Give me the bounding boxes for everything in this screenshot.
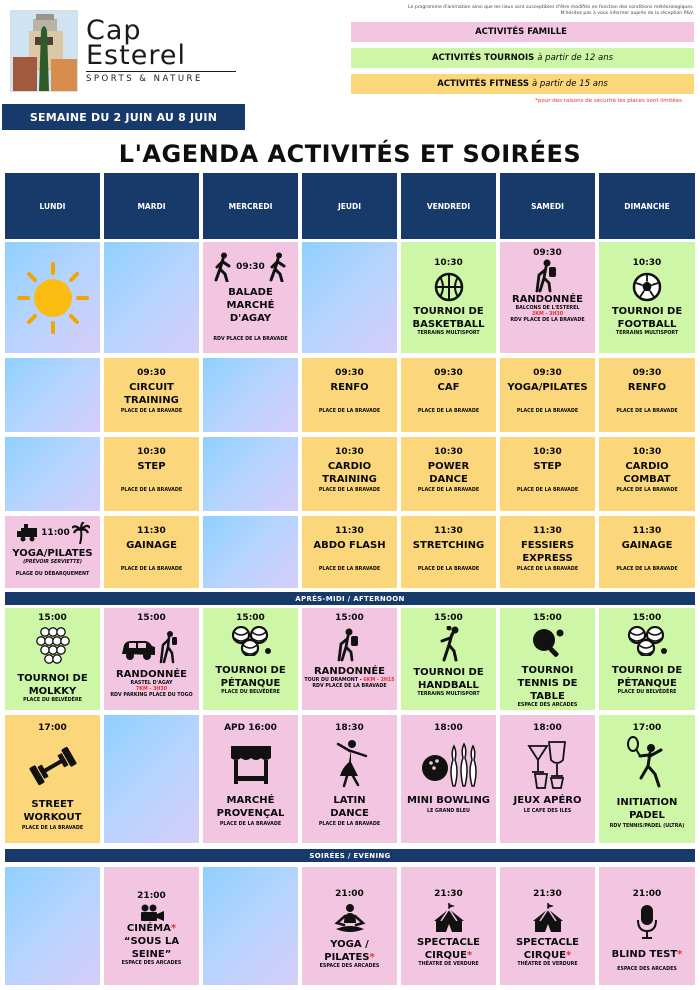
cell-vendredi-morning-3 <box>401 437 496 511</box>
activity-name: FESSIERS EXPRESS <box>520 540 575 564</box>
activity-place: ESPACE DES ARCADES <box>121 961 182 966</box>
activity-name: TOURNOI DE MOLKKY <box>17 673 88 697</box>
activity-name: RANDONNÉE <box>115 669 187 680</box>
activity-time: 15:00 <box>38 613 67 623</box>
activity-time: 11:30 <box>335 526 364 536</box>
cell-lundi-morning-3 <box>5 437 100 511</box>
padel-player-icon <box>625 736 669 788</box>
activity-time: 09:30 <box>434 368 463 378</box>
brand-tagline: SPORTS & NATURE <box>86 74 203 84</box>
day-header-vendredi: VENDREDI <box>401 173 496 239</box>
activity-name: RENFO <box>330 382 369 393</box>
activity-name: LATIN DANCE <box>330 795 369 819</box>
microphone-icon <box>636 904 658 940</box>
activity-subtitle: RASTEL D'AGAY <box>130 681 173 686</box>
cell-jeudi-morning-4 <box>302 516 397 588</box>
dumbbell-icon <box>28 746 78 786</box>
activity-name-text: BLIND TEST <box>611 949 678 960</box>
activity-time: 18:00 <box>533 723 562 733</box>
activity-place: PLACE DE LA BRAVADE <box>120 409 183 414</box>
activity-time: 10:30 <box>632 258 662 268</box>
activity-time: 10:30 <box>434 258 463 268</box>
cell-dimanche-evening <box>599 867 695 985</box>
activity-name: MINI BOWLING <box>406 795 491 806</box>
activity-name: RENFO <box>627 382 667 393</box>
activity-time: 15:00 <box>137 613 166 623</box>
movie-camera-icon <box>139 904 165 922</box>
activity-time: 10:30 <box>335 447 364 457</box>
activity-name: TOURNOI DE BASKETBALL <box>412 306 485 330</box>
petanque-icon <box>625 626 669 656</box>
activity-place: LE CAFE DES ILES <box>523 809 572 814</box>
afternoon-band: APRÈS-MIDI / AFTERNOON <box>5 592 695 605</box>
cell-lundi-evening <box>5 867 100 985</box>
activity-subtitle-text: TOUR DU DRAMONT - <box>304 678 362 683</box>
legend-famille <box>351 22 694 42</box>
cell-mercredi-evening <box>203 867 298 985</box>
activity-name <box>612 948 683 961</box>
cell-mardi-afternoon-2 <box>104 715 199 843</box>
activity-name: CARDIO TRAINING <box>322 461 377 485</box>
activity-distance: 3KM - 3H30 <box>531 312 564 317</box>
cell-mardi-morning-4 <box>104 516 199 588</box>
cell-jeudi-afternoon-1 <box>302 608 397 710</box>
activity-place: RDV PLACE DE LA BRAVADE <box>213 337 288 342</box>
activity-place: PLACE DE LA BRAVADE <box>616 409 678 414</box>
brand-line-1: Cap <box>86 15 142 46</box>
activity-name: RANDONNÉE <box>511 294 583 305</box>
activity-name: CARDIO COMBAT <box>623 461 671 485</box>
activity-time: 09:30 <box>533 248 562 258</box>
legend-tournois <box>351 48 694 68</box>
day-header-mardi: MARDI <box>104 173 199 239</box>
logo-image <box>10 10 78 92</box>
activity-name: STREET WORKOUT <box>23 799 82 823</box>
activity-time: 10:30 <box>434 447 463 457</box>
legend-fitness-age: à partir de 15 ans <box>531 79 608 89</box>
hiker-icon <box>533 259 563 293</box>
walking-person-icon <box>214 252 232 282</box>
activity-time: 21:00 <box>137 891 166 901</box>
train-icon <box>15 524 39 542</box>
cell-samedi-afternoon-2 <box>500 715 595 843</box>
cell-mardi-morning-3 <box>104 437 199 511</box>
disclaimer-line-1: Le programme d'animation ainsi que les lieux sont susceptibles d'être modifiés en fonction des conditions météorologiques. <box>408 5 694 10</box>
market-stall-icon <box>229 742 273 786</box>
activity-name: MARCHÉ PROVENÇAL <box>216 795 285 819</box>
legend-fitness-label: ACTIVITÉS FITNESS <box>437 79 529 89</box>
cell-mercredi-morning-1 <box>203 242 298 353</box>
activity-time: 09:30 <box>533 368 562 378</box>
activity-time: 10:30 <box>137 447 166 457</box>
activity-time: 15:00 <box>335 613 364 623</box>
activity-name: JEUX APÉRO <box>513 795 582 806</box>
day-header-jeudi: JEUDI <box>302 173 397 239</box>
cell-jeudi-afternoon-2 <box>302 715 397 843</box>
activity-time: 15:00 <box>632 613 662 623</box>
cell-jeudi-morning-3 <box>302 437 397 511</box>
limited-places-star: * <box>369 952 375 963</box>
evening-band: SOIRÉES / EVENING <box>5 849 695 862</box>
activity-title: “SOUS LA SEINE” <box>123 936 180 960</box>
activity-time: 09:30 <box>335 368 364 378</box>
legend-fitness <box>351 74 694 94</box>
activity-place: ESPACE DES ARCADES <box>617 967 677 972</box>
activity-name: TOURNOI TENNIS DE TABLE <box>517 665 578 702</box>
day-header-dimanche: DIMANCHE <box>599 173 695 239</box>
cell-lundi-morning-2 <box>5 358 100 432</box>
activity-place: PLACE DE LA BRAVADE <box>616 567 678 572</box>
activity-place: RDV TENNIS/PADEL (ULTRA) <box>609 824 685 829</box>
circus-tent-icon <box>432 903 466 933</box>
activity-name: CIRCUIT TRAINING <box>124 382 179 406</box>
activity-name-text: CINÉMA <box>126 923 171 934</box>
activity-name: STEP <box>137 461 166 472</box>
activity-time: 09:30 <box>632 368 662 378</box>
cell-samedi-morning-2 <box>500 358 595 432</box>
activity-time: 11:30 <box>533 526 562 536</box>
cell-dimanche-morning-1 <box>599 242 695 353</box>
activity-place: PLACE DE LA BRAVADE <box>318 822 381 827</box>
cell-vendredi-morning-2 <box>401 358 496 432</box>
disclaimer <box>330 5 694 17</box>
legend-tournois-age: à partir de 12 ans <box>537 53 614 63</box>
day-header-lundi: LUNDI <box>5 173 100 239</box>
activity-head <box>15 522 90 544</box>
page-title: L'AGENDA ACTIVITÉS ET SOIRÉES <box>118 140 582 168</box>
car-hiker-icon <box>120 630 184 664</box>
activity-name: CAF <box>437 382 460 393</box>
activity-place: LE GRAND BLEU <box>427 809 470 814</box>
activity-name: BALADE MARCHÉ D'AGAY <box>226 287 275 324</box>
activity-place: PLACE DE LA BRAVADE <box>120 488 183 493</box>
day-header-samedi: SAMEDI <box>500 173 595 239</box>
activity-time: 15:00 <box>533 613 562 623</box>
petanque-icon <box>229 626 273 656</box>
brand-block <box>86 15 236 84</box>
bowling-icon <box>419 740 479 788</box>
cell-lundi-morning-1 <box>5 242 100 353</box>
activity-time: 10:30 <box>533 447 562 457</box>
activity-subtitle: (PRÉVOIR SERVIETTE) <box>23 560 82 565</box>
activity-name-text: YOGA / PILATES <box>324 939 370 963</box>
activity-place: TERRAINS MULTISPORT <box>615 331 679 336</box>
cell-jeudi-morning-1 <box>302 242 397 353</box>
week-label: SEMAINE DU 2 JUIN AU 8 JUIN <box>2 104 245 130</box>
cell-dimanche-morning-2 <box>599 358 695 432</box>
cell-mercredi-morning-3 <box>203 437 298 511</box>
cell-samedi-evening <box>500 867 595 985</box>
activity-place: PLACE DU BELVÉDÈRE <box>23 698 82 703</box>
cell-dimanche-afternoon-2 <box>599 715 695 843</box>
circus-tent-icon <box>531 903 565 933</box>
activity-time: 11:00 <box>41 527 70 538</box>
football-icon <box>632 272 662 302</box>
cell-mardi-afternoon-1 <box>104 608 199 710</box>
cell-vendredi-afternoon-2 <box>401 715 496 843</box>
activity-place: PLACE DE LA BRAVADE <box>219 822 282 827</box>
activity-time: 10:30 <box>632 447 662 457</box>
activity-name: TOURNOI DE HANDBALL <box>413 667 484 691</box>
activity-place: TERRAINS MULTISPORT <box>417 331 480 336</box>
activity-name-text: SPECTACLE CIRQUE <box>416 937 481 961</box>
activity-place: ESPACE DES ARCADES <box>517 703 578 708</box>
activity-place: TERRAINS MULTISPORT <box>417 692 480 697</box>
activity-name: STRETCHING <box>412 540 485 551</box>
activity-name <box>320 938 380 964</box>
limited-places-star: * <box>170 923 177 934</box>
activity-place: PLACE DE LA BRAVADE <box>417 567 480 572</box>
activity-name: YOGA/PILATES <box>507 382 588 393</box>
activity-subtitle: BALCONS DE L'ESTEREL <box>515 306 580 311</box>
activity-place: RDV PLACE DE LA BRAVADE <box>312 684 387 689</box>
cell-mercredi-morning-2 <box>203 358 298 432</box>
activity-name: STEP <box>533 461 562 472</box>
palm-tree-icon <box>72 522 90 544</box>
cell-mardi-morning-1 <box>104 242 199 353</box>
cell-lundi-afternoon-1 <box>5 608 100 710</box>
activity-name: GAINAGE <box>621 540 673 551</box>
limited-places-star: * <box>677 949 683 960</box>
activity-name-text: SPECTACLE CIRQUE <box>515 937 580 961</box>
activity-place: PLACE DE LA BRAVADE <box>120 567 183 572</box>
activity-time: 21:00 <box>335 889 364 899</box>
activity-time: 15:00 <box>236 613 265 623</box>
activity-name: TOURNOI DE FOOTBALL <box>611 306 683 330</box>
cell-dimanche-afternoon-1 <box>599 608 695 710</box>
activity-time: 21:30 <box>533 889 562 899</box>
cell-samedi-morning-1 <box>500 242 595 353</box>
activity-head <box>214 252 287 282</box>
activity-place: PLACE DU BELVÉDÈRE <box>221 690 280 695</box>
hiker-icon <box>335 628 365 662</box>
legend-tournois-label: ACTIVITÉS TOURNOIS <box>431 53 535 63</box>
activity-name: GAINAGE <box>126 540 177 551</box>
cell-mercredi-afternoon-1 <box>203 608 298 710</box>
cell-lundi-morning-4 <box>5 516 100 588</box>
activity-name: RANDONNÉE <box>313 666 385 677</box>
cell-samedi-afternoon-1 <box>500 608 595 710</box>
activity-place: PLACE DE LA BRAVADE <box>616 488 678 493</box>
meditation-icon <box>332 903 368 935</box>
activity-place: PLACE DU BELVÉDÈRE <box>617 690 677 695</box>
cell-mardi-evening <box>104 867 199 985</box>
brand-divider <box>86 71 236 72</box>
cell-jeudi-morning-2 <box>302 358 397 432</box>
activity-name <box>513 936 583 962</box>
activity-name: POWER DANCE <box>427 461 470 485</box>
activity-place: PLACE DE LA BRAVADE <box>516 488 579 493</box>
cell-mercredi-afternoon-2 <box>203 715 298 843</box>
cell-samedi-morning-3 <box>500 437 595 511</box>
activity-distance: 6KM - 2H15 <box>363 678 395 683</box>
activity-name: TOURNOI DE PÉTANQUE <box>215 665 286 689</box>
activity-name <box>127 922 176 935</box>
cell-jeudi-evening <box>302 867 397 985</box>
activity-time: 21:00 <box>632 889 662 899</box>
cell-vendredi-afternoon-1 <box>401 608 496 710</box>
activity-time: 18:30 <box>335 723 364 733</box>
basketball-icon <box>434 272 464 302</box>
activity-place: ESPACE DES ARCADES <box>319 964 380 969</box>
activity-place: PLACE DE LA BRAVADE <box>516 567 579 572</box>
day-header-mercredi: MERCREDI <box>203 173 298 239</box>
cell-samedi-morning-4 <box>500 516 595 588</box>
dancer-icon <box>330 738 370 788</box>
activity-time: 09:30 <box>236 261 265 272</box>
activity-name: YOGA/PILATES <box>12 548 93 559</box>
activity-place: PLACE DE LA BRAVADE <box>516 409 579 414</box>
cell-vendredi-evening <box>401 867 496 985</box>
security-note: *pour des raisons de sécurité les places sont limitées <box>535 98 682 104</box>
cell-vendredi-morning-1 <box>401 242 496 353</box>
activity-time: 11:30 <box>632 526 662 536</box>
handball-icon <box>435 626 463 662</box>
cell-dimanche-morning-4 <box>599 516 695 588</box>
cell-dimanche-morning-3 <box>599 437 695 511</box>
molkky-icon <box>33 626 73 664</box>
walking-person-icon <box>269 252 287 282</box>
activity-place: PLACE DE LA BRAVADE <box>21 826 84 831</box>
activity-place: RDV PLACE DE LA BRAVADE <box>510 318 585 323</box>
activity-time: 15:00 <box>434 613 463 623</box>
activity-time: 18:00 <box>434 723 463 733</box>
ping-pong-icon <box>530 626 566 660</box>
activity-place: PLACE DE LA BRAVADE <box>318 567 381 572</box>
cell-lundi-afternoon-2 <box>5 715 100 843</box>
activity-name <box>414 936 484 962</box>
cell-vendredi-morning-4 <box>401 516 496 588</box>
activity-place: PLACE DE LA BRAVADE <box>417 409 480 414</box>
activity-place: RDV PARKING PLACE DU TOGO <box>110 693 193 698</box>
limited-places-star: * <box>466 950 473 961</box>
sun-icon <box>15 260 91 336</box>
activity-time: 17:00 <box>38 723 67 733</box>
activity-name: INITIATION PADEL <box>616 797 678 821</box>
limited-places-star: * <box>565 950 572 961</box>
activity-time: 09:30 <box>137 368 166 378</box>
activity-place: PLACE DE LA BRAVADE <box>318 409 381 414</box>
disclaimer-line-2: N'hésitez pas à vous informer auprès de la réception P&V. <box>560 11 694 16</box>
drinks-icon <box>525 738 571 790</box>
activity-time: 21:30 <box>434 889 463 899</box>
activity-place: THÉATRE DE VERDURE <box>517 962 578 967</box>
activity-time: APD 16:00 <box>224 723 277 733</box>
activity-name: ABDO FLASH <box>313 540 386 551</box>
legend-famille-label: ACTIVITÉS FAMILLE <box>475 27 567 37</box>
activity-place: PLACE DE LA BRAVADE <box>417 488 480 493</box>
activity-place: PLAGE DU DÉBARQUEMENT <box>15 572 90 577</box>
cell-mardi-morning-2 <box>104 358 199 432</box>
activity-name: TOURNOI DE PÉTANQUE <box>611 665 683 689</box>
activity-time: 11:30 <box>137 526 166 536</box>
cell-mercredi-morning-4 <box>203 516 298 588</box>
activity-distance: 7KM - 3H30 <box>135 687 168 692</box>
activity-place: PLACE DE LA BRAVADE <box>318 488 381 493</box>
activity-time: 17:00 <box>632 723 662 733</box>
brand-line-2: Esterel <box>86 40 186 71</box>
activity-time: 11:30 <box>434 526 463 536</box>
activity-place: THÉATRE DE VERDURE <box>418 962 479 967</box>
